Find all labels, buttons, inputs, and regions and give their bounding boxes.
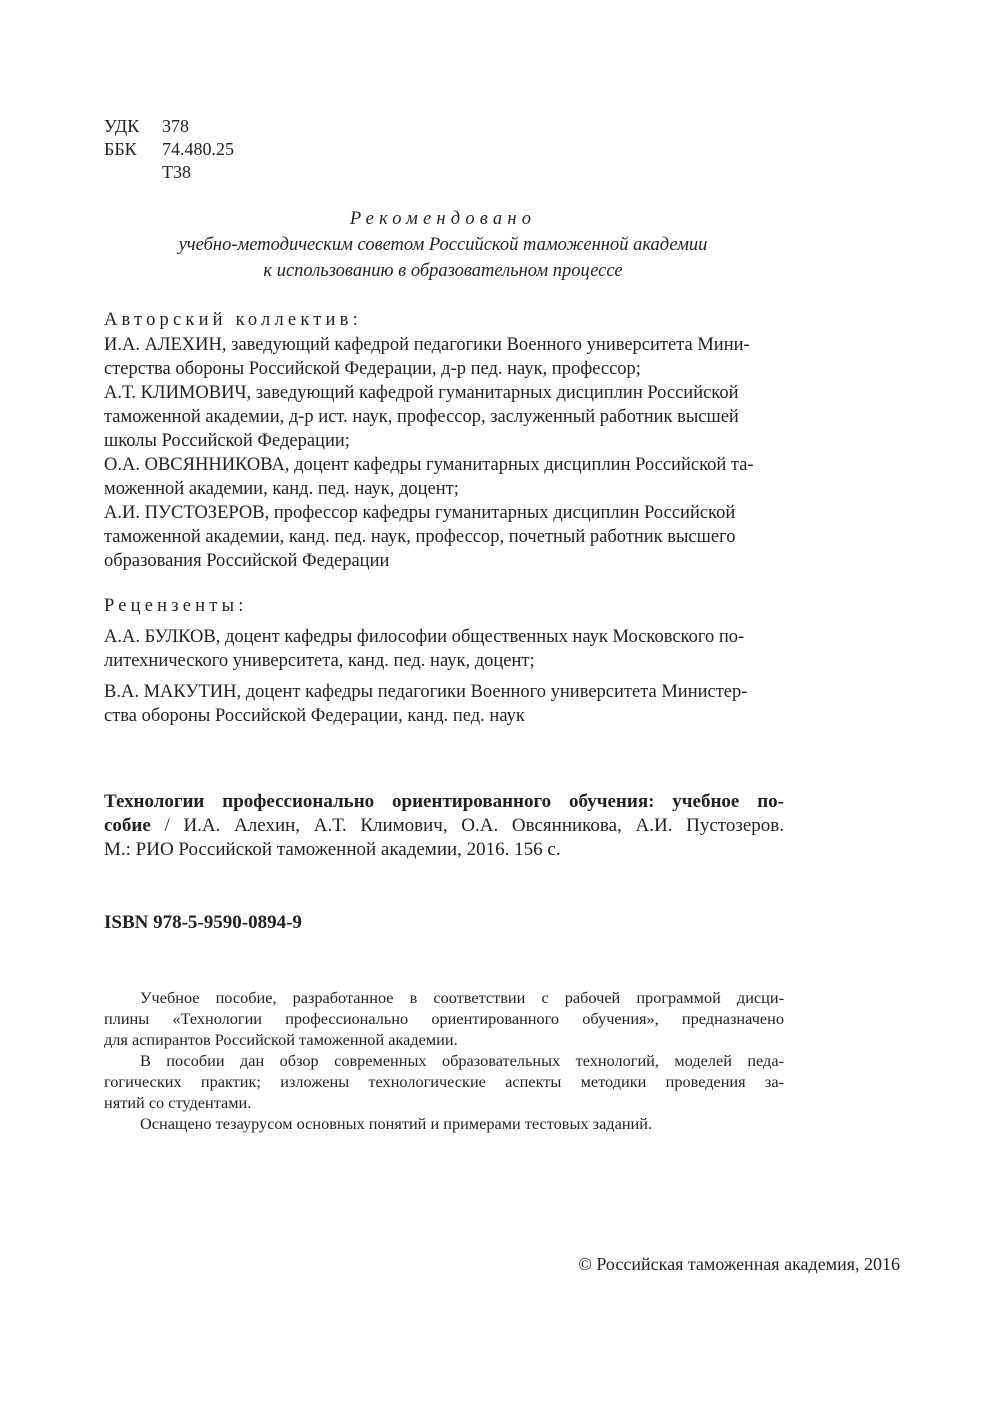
abstract-line: нятий со студентами. [104, 1093, 252, 1112]
authors-heading: Авторский коллектив: [104, 310, 362, 330]
bbk-row [104, 138, 234, 160]
reviewer-line: А.А. БУЛКОВ, доцент кафедры философии общественных наук Московского по- [104, 627, 745, 647]
isbn: ISBN 978-5-9590-0894-9 [104, 912, 302, 933]
author-mark: Т38 [162, 162, 191, 182]
author-line: И.А. АЛЕХИН, заведующий кафедрой педагогики Военного университета Мини- [104, 335, 750, 355]
bib-line-2 [104, 814, 784, 838]
author-line: образования Российской Федерации [104, 551, 390, 571]
abstract-line: Оснащено тезаурусом основных понятий и примерами тестовых заданий. [140, 1114, 653, 1133]
bbk-label: ББК [104, 139, 137, 159]
bib-title-line-1: Технологии профессионально ориентированного обучения: учебное по- [104, 791, 784, 812]
abstract-line: В пособии дан обзор современных образовательных технологий, моделей педа- [140, 1051, 784, 1070]
udk-value: 378 [162, 116, 189, 136]
reviewer-2 [104, 680, 782, 728]
reviewer-1 [104, 625, 782, 673]
copyright: © Российская таможенная академия, 2016 [578, 1254, 900, 1274]
reviewer-line: литехнического университета, канд. пед. наук, доцент; [104, 651, 535, 671]
bbk-value: 74.480.25 [162, 139, 234, 159]
udk-row [104, 115, 189, 137]
author-line: стерства обороны Российской Федерации, д-р пед. наук, профессор; [104, 359, 641, 379]
author-line: таможенной академии, канд. пед. наук, профессор, почетный работник высшего [104, 527, 736, 547]
author-line: моженной академии, канд. пед. наук, доцент; [104, 479, 459, 499]
abstract-line: плины «Технологии профессионально ориентированного обучения», предназначено [104, 1009, 784, 1028]
udk-label: УДК [104, 116, 140, 136]
author-line: А.Т. КЛИМОВИЧ, заведующий кафедрой гуманитарных дисциплин Российской [104, 383, 739, 403]
bib-title-end: собие [104, 815, 151, 836]
author-line: А.И. ПУСТОЗЕРОВ, профессор кафедры гуманитарных дисциплин Российской [104, 503, 736, 523]
bib-authors: / И.А. Алехин, А.Т. Климович, О.А. Овсянникова, А.И. Пустозеров. [150, 815, 784, 836]
reviewers-heading: Рецензенты: [104, 596, 248, 616]
abstract-line: для аспирантов Российской таможенной академии. [104, 1030, 458, 1049]
recommendation-line-1: учебно-методическим советом Российской таможенной академии [178, 235, 708, 255]
recommendation-title: Рекомендовано [349, 209, 537, 229]
bib-line-3: М.: РИО Российской таможенной академии, 2016. 156 с. [104, 839, 561, 860]
abstract-line: гогических практик; изложены технологические аспекты методики проведения за- [104, 1072, 784, 1091]
author-line: О.А. ОВСЯННИКОВА, доцент кафедры гуманитарных дисциплин Российской та- [104, 455, 754, 475]
recommendation-block [104, 206, 782, 284]
abstract-line: Учебное пособие, разработанное в соответствии с рабочей программой дисци- [140, 988, 784, 1007]
recommendation-line-2: к использованию в образовательном процессе [263, 261, 623, 281]
abstract [104, 987, 784, 1134]
author-line: школы Российской Федерации; [104, 431, 350, 451]
author-mark-row [104, 161, 191, 183]
author-line: таможенной академии, д-р ист. наук, профессор, заслуженный работник высшей [104, 407, 739, 427]
reviewer-line: В.А. МАКУТИН, доцент кафедры педагогики Военного университета Министер- [104, 682, 748, 702]
authors-list [104, 333, 782, 573]
reviewer-line: ства обороны Российской Федерации, канд. пед. наук [104, 706, 525, 726]
bibliographic-record [104, 790, 784, 862]
